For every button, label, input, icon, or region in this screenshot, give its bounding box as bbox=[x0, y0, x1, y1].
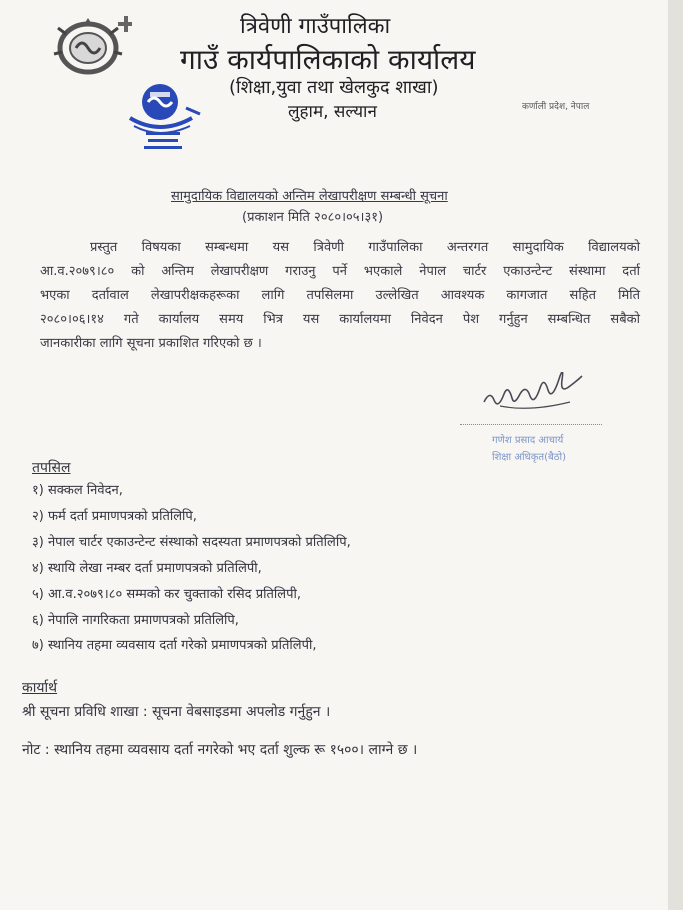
body-line: आ.व.२०७९।८० को अन्तिम लेखापरीक्षण गराउनु पर्ने भएकाले नेपाल चार्टर एकाउन्टेन्ट संस्थामा दर्ता bbox=[40, 264, 640, 279]
list-item: ७) स्थानिय तहमा व्यवसाय दर्ता गरेको प्रमाणपत्रको प्रतिलिपी, bbox=[32, 638, 317, 654]
body-line: भएका दर्तावाल लेखापरीक्षकहरूका लागि तपसिलमा उल्लेखित आवश्यक कागजात सहित मिति bbox=[40, 288, 640, 303]
signature-dotted-line bbox=[460, 424, 602, 425]
list-item: ४) स्थायि लेखा नम्बर दर्ता प्रमाणपत्रको प्रतिलिपी, bbox=[32, 560, 262, 576]
body-line: जानकारीका लागि सूचना प्रकाशित गरिएको छ । bbox=[40, 336, 262, 351]
nepal-emblem-icon bbox=[48, 14, 140, 78]
tapasil-list bbox=[32, 478, 351, 659]
stamp-name: गणेश प्रसाद आचार्य bbox=[492, 435, 564, 446]
publication-date: (प्रकाशन मिति २०८०।०५।३१) bbox=[242, 210, 384, 225]
page-edge bbox=[668, 0, 683, 910]
header-municipality: त्रिवेणी गाउँपालिका bbox=[240, 14, 391, 39]
header-office: गाउँ कार्यपालिकाको कार्यालय bbox=[180, 43, 476, 76]
body-line: २०८०।०६।१४ गते कार्यालय समय भित्र यस कार्यालयमा निवेदन पेश गर्नुहुन सम्बन्धित सबैको bbox=[40, 312, 640, 327]
header-province: कर्णाली प्रदेश, नेपाल bbox=[522, 102, 590, 112]
tapasil-heading: तपसिल bbox=[32, 460, 71, 476]
notice-title: सामुदायिक विद्यालयको अन्तिम लेखापरीक्षण सम्बन्धी सूचना bbox=[171, 189, 448, 204]
header-location: लुहाम, सल्यान bbox=[288, 102, 377, 122]
body-line: प्रस्तुत विषयका सम्बन्धमा यस त्रिवेणी गाउँपालिका अन्तरगत सामुदायिक विद्यालयको bbox=[90, 240, 640, 255]
stamp-designation: शिक्षा अधिकृत(बैठो) bbox=[492, 452, 567, 463]
list-item: २) फर्म दर्ता प्रमाणपत्रको प्रतिलिपि, bbox=[32, 508, 197, 524]
header-branch: (शिक्षा,युवा तथा खेलकुद शाखा) bbox=[229, 77, 439, 98]
handwritten-signature bbox=[480, 372, 588, 422]
notice-body bbox=[40, 236, 640, 356]
action-line: श्री सूचना प्रविधि शाखा : सूचना वेबसाइडमा अपलोड गर्नुहुन । bbox=[22, 704, 331, 720]
official-stamp bbox=[492, 432, 602, 466]
list-item: ५) आ.व.२०७९।८० सम्मको कर चुक्ताको रसिद प्रतिलिपी, bbox=[32, 586, 301, 602]
list-item: ३) नेपाल चार्टर एकाउन्टेन्ट संस्थाको सदस्यता प्रमाणपत्रको प्रतिलिपि, bbox=[32, 534, 351, 550]
note-line: नोट : स्थानिय तहमा व्यवसाय दर्ता नगरेको भए दर्ता शुल्क रू १५००। लाग्ने छ । bbox=[22, 742, 418, 758]
karyartha-heading: कार्यार्थ bbox=[22, 680, 58, 696]
list-item: ६) नेपालि नागरिकता प्रमाणपत्रको प्रतिलिपि, bbox=[32, 612, 239, 628]
list-item: १) सक्कल निवेदन, bbox=[32, 483, 123, 498]
municipality-seal-icon bbox=[120, 78, 208, 166]
